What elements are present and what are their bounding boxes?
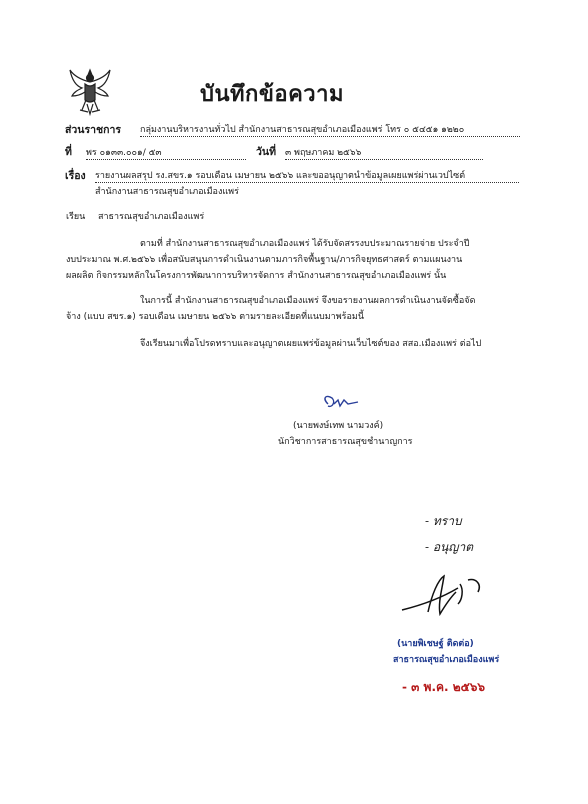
subject-label: เรื่อง [65,170,86,182]
reference-label: ที่ [65,146,72,158]
agency-value: กลุ่มงานบริหารงานทั่วไป สำนักงานสาธารณสุขอำเภอเมืองแพร่ โทร ๐ ๕๔๕๑ ๑๒๒๐ [140,122,520,137]
date-value: ๓ พฤษภาคม ๒๕๖๖ [285,145,483,160]
salutation-recipient: สาธารณสุขอำเภอเมืองแพร่ [98,212,205,222]
paragraph-2-line-2: จ้าง (แบบ สขร.๑) รอบเดือน เมษายน ๒๕๖๖ ตามรายละเอียดที่แนบมาพร้อมนี้ [66,312,364,322]
approver-name: (นายพิเชษฐ์ ติดต่อ) [397,639,474,649]
approver-signature [398,570,492,620]
author-name: (นายพงษ์เทพ นามวงค์) [293,421,384,431]
memo-title: บันทึกข้อความ [200,82,345,107]
date-label: วันที่ [256,146,276,158]
reference-number: พร ๐๑๓๓.๐๐๑/ ๕๓ [86,145,246,160]
salutation-label: เรียน [66,212,86,222]
paragraph-1-line-1: ตามที่ สำนักงานสาธารณสุขอำเภอเมืองแพร่ ได้รับจัดสรรงบประมาณรายจ่าย ประจำปี [140,239,470,249]
handwritten-note-approved: - อนุญาต [425,540,474,554]
agency-label: ส่วนราชการ [65,124,122,136]
paragraph-3-line-1: จึงเรียนมาเพื่อโปรดทราบและอนุญาตเผยแพร่ข้อมูลผ่านเว็บไซต์ของ สสอ.เมืองแพร่ ต่อไป [140,339,482,349]
subject-line-2: สำนักงานสาธารณสุขอำเภอเมืองแพร่ [95,187,239,197]
paragraph-1-line-2: งบประมาณ พ.ศ.๒๕๖๖ เพื่อสนับสนุนการดำเนินงานตามภารกิจพื้นฐาน/ภารกิจยุทธศาสตร์ ตามแผนงาน [66,255,463,265]
handwritten-note-acknowledged: - ทราบ [425,514,462,528]
paragraph-2-line-1: ในการนี้ สำนักงานสาธารณสุขอำเภอเมืองแพร่ จึงขอรายงานผลการดำเนินงานจัดซื้อจัด [140,296,476,306]
subject-line-1: รายงานผลสรุป รง.สขร.๑ รอบเดือน เมษายน ๒๕๖๖ และขออนุญาตนำข้อมูลเผยแพร่ผ่านเวปไซต์ [95,168,519,183]
author-position: นักวิชาการสาธารณสุขชำนาญการ [278,437,413,447]
paragraph-1-line-3: ผลผลิต กิจกรรมหลักในโครงการพัฒนาการบริหารจัดการ สำนักงานสาธารณสุขอำเภอเมืองแพร่ นั้น [66,271,447,281]
garuda-emblem-icon [68,66,112,118]
received-date-stamp: - ๓ พ.ค. ๒๕๖๖ [402,680,485,694]
approver-position: สาธารณสุขอำเภอเมืองแพร่ [393,655,500,665]
author-signature [318,392,362,414]
